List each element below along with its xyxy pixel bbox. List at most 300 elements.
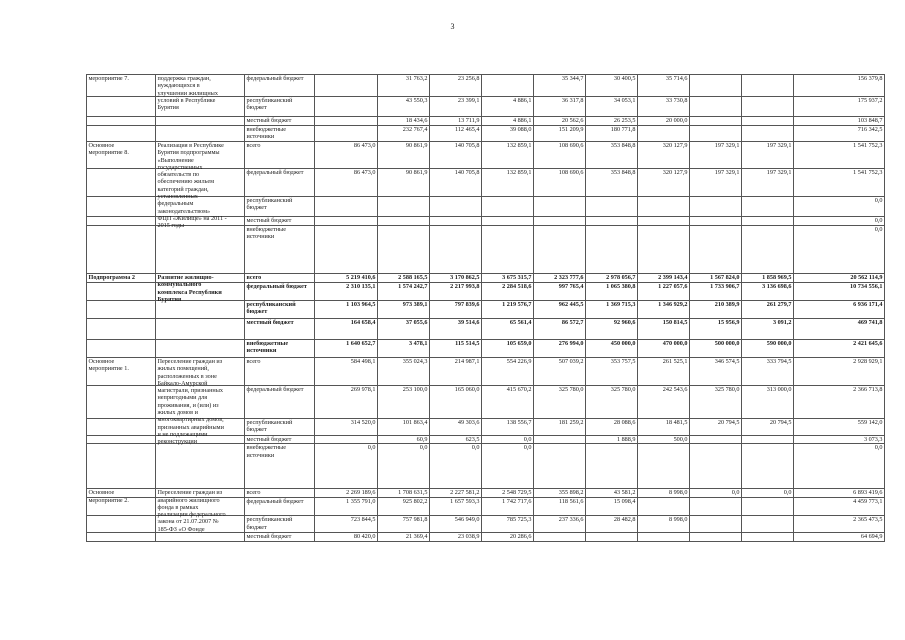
program-label-line: Основное xyxy=(88,358,115,365)
total-value-cell: 10 734 556,1 xyxy=(794,283,885,301)
year-value-cell xyxy=(430,217,482,226)
table-row xyxy=(87,444,885,489)
table-row xyxy=(87,358,885,386)
year-value-cell: 353 848,8 xyxy=(586,142,638,169)
year-value-cell xyxy=(742,226,794,274)
year-value-cell: 31 763,2 xyxy=(378,75,430,97)
year-value-cell xyxy=(690,126,742,142)
program-description-cell xyxy=(156,126,245,142)
program-description-line: обязательств по xyxy=(157,171,200,179)
year-value-cell: 1 346 929,2 xyxy=(638,301,690,319)
year-value-cell xyxy=(690,97,742,117)
year-value-cell xyxy=(315,97,378,117)
year-value-cell: 13 711,9 xyxy=(430,117,482,126)
year-value-cell xyxy=(742,97,794,117)
year-value-cell: 1 103 964,5 xyxy=(315,301,378,319)
year-value-cell: 1 733 906,7 xyxy=(690,283,742,301)
year-value-cell xyxy=(315,217,378,226)
year-value-cell xyxy=(315,226,378,274)
program-description-line: жилых помещений, xyxy=(157,365,209,373)
year-value-cell: 132 859,1 xyxy=(482,169,534,197)
year-value-cell xyxy=(742,516,794,533)
program-label-line: Основное xyxy=(88,142,115,149)
table-row xyxy=(87,489,885,498)
year-value-cell xyxy=(586,533,638,542)
funding-source-cell: республиканский бюджет xyxy=(245,97,315,117)
year-value-cell: 3 675 315,7 xyxy=(482,274,534,283)
year-value-cell xyxy=(690,217,742,226)
year-value-cell: 0,0 xyxy=(315,444,378,489)
program-label-line: Основное xyxy=(88,489,115,497)
year-value-cell: 1 219 576,7 xyxy=(482,301,534,319)
year-value-cell: 4 886,1 xyxy=(482,97,534,117)
program-description-line: Развитие жилищно- xyxy=(157,274,214,281)
year-value-cell: 105 659,0 xyxy=(482,340,534,358)
program-description-line: коммунального xyxy=(157,281,202,289)
funding-source-cell: федеральный бюджет xyxy=(245,283,315,301)
table-row xyxy=(87,274,885,283)
year-value-cell: 20 286,6 xyxy=(482,533,534,542)
program-description-cell xyxy=(156,274,245,303)
table-row xyxy=(87,533,885,542)
year-value-cell: 925 802,2 xyxy=(378,498,430,516)
year-value-cell: 325 780,0 xyxy=(534,386,586,419)
year-value-cell xyxy=(482,75,534,97)
table-row xyxy=(87,75,885,97)
program-label-cell xyxy=(87,142,156,169)
year-value-cell: 3 136 698,6 xyxy=(742,283,794,301)
year-value-cell xyxy=(690,197,742,217)
year-value-cell: 500 000,0 xyxy=(690,340,742,358)
program-label-cell xyxy=(87,75,156,97)
program-description-line: жилых домов и xyxy=(157,409,198,417)
year-value-cell: 36 317,8 xyxy=(534,97,586,117)
year-value-cell: 15 956,9 xyxy=(690,319,742,340)
program-description-cell xyxy=(156,226,245,274)
funding-source-cell: республиканский бюджет xyxy=(245,301,315,319)
year-value-cell: 8 998,0 xyxy=(638,489,690,498)
year-value-cell: 2 227 581,2 xyxy=(430,489,482,498)
year-value-cell: 86 572,7 xyxy=(534,319,586,340)
funding-source-cell: внебюджетные источники xyxy=(245,444,315,489)
program-description-line: категорий граждан, xyxy=(157,185,209,193)
year-value-cell: 0,0 xyxy=(482,444,534,489)
total-value-cell: 0,0 xyxy=(794,444,885,489)
program-description-cell xyxy=(156,489,245,533)
total-value-cell: 0,0 xyxy=(794,197,885,217)
year-value-cell xyxy=(638,498,690,516)
funding-source-cell: местный бюджет xyxy=(245,319,315,340)
program-label-line: мероприятие 2. xyxy=(88,496,129,504)
year-value-cell: 197 329,1 xyxy=(690,142,742,169)
program-description-line: «Выполнение xyxy=(157,156,194,164)
program-label-cell xyxy=(87,358,156,386)
year-value-cell xyxy=(690,436,742,444)
year-value-cell xyxy=(742,533,794,542)
year-value-cell: 3 478,1 xyxy=(378,340,430,358)
table-row xyxy=(87,126,885,142)
program-label-line: мероприятие 1. xyxy=(88,365,129,373)
year-value-cell: 797 839,6 xyxy=(430,301,482,319)
table-row xyxy=(87,301,885,319)
year-value-cell: 20 794,5 xyxy=(742,419,794,436)
year-value-cell xyxy=(638,226,690,274)
program-label-cell xyxy=(87,169,156,197)
year-value-cell xyxy=(690,498,742,516)
year-value-cell: 1 355 791,0 xyxy=(315,498,378,516)
funding-source-cell: республиканский бюджет xyxy=(245,419,315,436)
year-value-cell: 3 170 862,5 xyxy=(430,274,482,283)
funding-source-cell: федеральный бюджет xyxy=(245,386,315,419)
year-value-cell xyxy=(534,217,586,226)
program-description-cell xyxy=(156,533,245,542)
funding-source-cell: всего xyxy=(245,142,315,169)
year-value-cell: 210 389,9 xyxy=(690,301,742,319)
program-label-cell xyxy=(87,283,156,301)
year-value-cell: 65 561,4 xyxy=(482,319,534,340)
year-value-cell: 1 657 593,3 xyxy=(430,498,482,516)
year-value-cell: 757 981,8 xyxy=(378,516,430,533)
year-value-cell: 214 987,1 xyxy=(430,358,482,386)
year-value-cell: 1 574 242,7 xyxy=(378,283,430,301)
year-value-cell: 325 780,0 xyxy=(586,386,638,419)
program-label-cell xyxy=(87,217,156,226)
year-value-cell: 1 742 717,6 xyxy=(482,498,534,516)
year-value-cell: 2 217 993,8 xyxy=(430,283,482,301)
year-value-cell xyxy=(742,126,794,142)
year-value-cell: 20 562,6 xyxy=(534,117,586,126)
year-value-cell xyxy=(690,75,742,97)
program-description-cell xyxy=(156,117,245,126)
program-description-line: реконструкции xyxy=(157,438,198,446)
year-value-cell: 0,0 xyxy=(430,444,482,489)
program-label-cell xyxy=(87,97,156,117)
funding-source-cell: внебюджетные источники xyxy=(245,126,315,142)
year-value-cell: 92 960,6 xyxy=(586,319,638,340)
year-value-cell xyxy=(638,126,690,142)
year-value-cell xyxy=(378,197,430,217)
year-value-cell xyxy=(586,444,638,489)
total-value-cell: 175 937,2 xyxy=(794,97,885,117)
year-value-cell: 320 127,9 xyxy=(638,142,690,169)
funding-source-cell: всего xyxy=(245,489,315,498)
funding-source-cell: местный бюджет xyxy=(245,436,315,444)
year-value-cell: 5 219 410,6 xyxy=(315,274,378,283)
year-value-cell xyxy=(690,226,742,274)
funding-source-cell: местный бюджет xyxy=(245,533,315,542)
year-value-cell: 18 434,6 xyxy=(378,117,430,126)
year-value-cell: 15 098,4 xyxy=(586,498,638,516)
year-value-cell: 23 399,1 xyxy=(430,97,482,117)
total-value-cell: 469 741,8 xyxy=(794,319,885,340)
year-value-cell xyxy=(742,75,794,97)
year-value-cell: 21 369,4 xyxy=(378,533,430,542)
year-value-cell: 60,9 xyxy=(378,436,430,444)
year-value-cell xyxy=(315,126,378,142)
year-value-cell: 1 858 969,5 xyxy=(742,274,794,283)
total-value-cell: 3 073,3 xyxy=(794,436,885,444)
program-description-cell xyxy=(156,444,245,489)
year-value-cell xyxy=(378,217,430,226)
year-value-cell xyxy=(742,217,794,226)
year-value-cell: 353 757,5 xyxy=(586,358,638,386)
year-value-cell: 23 038,9 xyxy=(430,533,482,542)
year-value-cell: 0,0 xyxy=(378,444,430,489)
year-value-cell xyxy=(638,444,690,489)
year-value-cell: 33 730,8 xyxy=(638,97,690,117)
year-value-cell: 108 690,6 xyxy=(534,169,586,197)
year-value-cell: 140 705,8 xyxy=(430,169,482,197)
year-value-cell: 333 794,5 xyxy=(742,358,794,386)
funding-source-cell: внебюджетные источники xyxy=(245,340,315,358)
year-value-cell: 35 714,6 xyxy=(638,75,690,97)
program-description-line: реализации федерального xyxy=(157,511,226,519)
year-value-cell xyxy=(742,436,794,444)
budget-table xyxy=(86,74,885,542)
year-value-cell: 37 055,6 xyxy=(378,319,430,340)
year-value-cell xyxy=(638,217,690,226)
total-value-cell: 103 848,7 xyxy=(794,117,885,126)
year-value-cell: 313 000,0 xyxy=(742,386,794,419)
year-value-cell: 2 548 729,5 xyxy=(482,489,534,498)
year-value-cell: 115 514,5 xyxy=(430,340,482,358)
funding-source-cell: федеральный бюджет xyxy=(245,169,315,197)
year-value-cell: 261 525,1 xyxy=(638,358,690,386)
total-value-cell: 2 365 473,5 xyxy=(794,516,885,533)
year-value-cell xyxy=(482,197,534,217)
program-description-cell xyxy=(156,340,245,358)
funding-source-cell: всего xyxy=(245,274,315,283)
year-value-cell xyxy=(315,197,378,217)
year-value-cell: 150 814,5 xyxy=(638,319,690,340)
program-description-line: 185-ФЗ «О Фонде xyxy=(157,525,205,533)
year-value-cell: 237 336,6 xyxy=(534,516,586,533)
program-description-line: Реализация в Республике xyxy=(157,142,224,149)
total-value-cell: 156 379,8 xyxy=(794,75,885,97)
year-value-cell xyxy=(690,516,742,533)
year-value-cell: 18 481,5 xyxy=(638,419,690,436)
program-description-line: проживания, и (или) из xyxy=(157,401,219,409)
total-value-cell: 2 366 713,8 xyxy=(794,386,885,419)
table-row xyxy=(87,319,885,340)
program-description-line: закона от 21.07.2007 № xyxy=(157,518,219,526)
program-description-cell xyxy=(156,142,245,230)
program-description-line: признанных аварийными xyxy=(157,423,224,431)
year-value-cell: 197 329,1 xyxy=(690,169,742,197)
year-value-cell: 0,0 xyxy=(742,489,794,498)
year-value-cell: 253 100,0 xyxy=(378,386,430,419)
year-value-cell: 2 399 143,4 xyxy=(638,274,690,283)
year-value-cell: 1 708 631,5 xyxy=(378,489,430,498)
year-value-cell: 2 323 777,6 xyxy=(534,274,586,283)
year-value-cell: 43 550,3 xyxy=(378,97,430,117)
program-label-cell xyxy=(87,419,156,436)
year-value-cell: 108 690,6 xyxy=(534,142,586,169)
year-value-cell xyxy=(534,197,586,217)
program-description-line: нуждающихся в xyxy=(157,82,200,90)
year-value-cell: 3 091,2 xyxy=(742,319,794,340)
page-number: 3 xyxy=(450,22,455,31)
program-label-cell xyxy=(87,126,156,142)
program-label-line: мероприятие 8. xyxy=(88,149,129,157)
year-value-cell: 500,0 xyxy=(638,436,690,444)
program-label-cell xyxy=(87,226,156,274)
funding-source-cell: местный бюджет xyxy=(245,117,315,126)
year-value-cell xyxy=(534,533,586,542)
year-value-cell: 346 574,5 xyxy=(690,358,742,386)
year-value-cell xyxy=(378,226,430,274)
program-label-cell xyxy=(87,516,156,533)
year-value-cell: 415 670,2 xyxy=(482,386,534,419)
program-description-line: обеспечению жильем xyxy=(157,178,215,186)
year-value-cell: 118 561,6 xyxy=(534,498,586,516)
total-value-cell: 0,0 xyxy=(794,226,885,274)
year-value-cell: 20 000,0 xyxy=(638,117,690,126)
year-value-cell: 49 303,6 xyxy=(430,419,482,436)
year-value-cell: 353 848,8 xyxy=(586,169,638,197)
funding-source-cell: местный бюджет xyxy=(245,217,315,226)
program-description-cell xyxy=(156,319,245,340)
year-value-cell xyxy=(586,197,638,217)
program-description-line: Бурятия подпрограммы xyxy=(157,149,220,157)
year-value-cell xyxy=(430,197,482,217)
year-value-cell xyxy=(690,117,742,126)
year-value-cell: 101 863,4 xyxy=(378,419,430,436)
year-value-cell xyxy=(638,197,690,217)
program-label-cell xyxy=(87,301,156,319)
year-value-cell: 590 000,0 xyxy=(742,340,794,358)
total-value-cell: 716 342,5 xyxy=(794,126,885,142)
program-description-line: Бурятия xyxy=(157,104,179,112)
program-label-cell xyxy=(87,340,156,358)
year-value-cell: 86 473,0 xyxy=(315,142,378,169)
year-value-cell: 30 400,5 xyxy=(586,75,638,97)
year-value-cell: 1 888,9 xyxy=(586,436,638,444)
year-value-cell: 151 209,9 xyxy=(534,126,586,142)
program-description-line: Бурятия xyxy=(157,295,182,303)
year-value-cell: 34 053,1 xyxy=(586,97,638,117)
year-value-cell: 132 859,1 xyxy=(482,142,534,169)
year-value-cell: 470 000,0 xyxy=(638,340,690,358)
year-value-cell: 2 269 189,6 xyxy=(315,489,378,498)
program-description-line: Байкало-Амурской xyxy=(157,379,208,387)
year-value-cell xyxy=(482,217,534,226)
year-value-cell: 785 725,3 xyxy=(482,516,534,533)
program-description-line: непригодными для xyxy=(157,394,208,402)
total-value-cell: 4 459 773,1 xyxy=(794,498,885,516)
program-description-line: федеральным xyxy=(157,200,194,208)
program-description-line: многоквартирных домов, xyxy=(157,416,224,424)
year-value-cell: 232 767,4 xyxy=(378,126,430,142)
program-description-line: законодательством» xyxy=(157,207,211,215)
funding-source-cell: федеральный бюджет xyxy=(245,75,315,97)
program-label-cell xyxy=(87,436,156,444)
program-description-line: ФЦП «Жилище» на 2011 - xyxy=(157,214,227,222)
year-value-cell: 546 949,0 xyxy=(430,516,482,533)
program-description-line: комплекса Республики xyxy=(157,288,222,296)
program-description-cell xyxy=(156,75,245,112)
year-value-cell: 355 898,2 xyxy=(534,489,586,498)
year-value-cell: 138 556,7 xyxy=(482,419,534,436)
table-row xyxy=(87,226,885,274)
year-value-cell: 165 060,0 xyxy=(430,386,482,419)
year-value-cell xyxy=(534,444,586,489)
total-value-cell: 1 541 752,3 xyxy=(794,169,885,197)
total-value-cell: 2 421 645,6 xyxy=(794,340,885,358)
year-value-cell: 584 498,1 xyxy=(315,358,378,386)
year-value-cell: 112 465,4 xyxy=(430,126,482,142)
year-value-cell: 1 369 715,3 xyxy=(586,301,638,319)
program-description-line: аварийного жилищного xyxy=(157,496,220,504)
program-label-cell xyxy=(87,197,156,217)
year-value-cell: 623,5 xyxy=(430,436,482,444)
total-value-cell: 20 562 114,9 xyxy=(794,274,885,283)
year-value-cell xyxy=(690,444,742,489)
year-value-cell: 2 588 165,5 xyxy=(378,274,430,283)
year-value-cell: 80 420,0 xyxy=(315,533,378,542)
year-value-cell: 1 227 057,6 xyxy=(638,283,690,301)
year-value-cell: 261 279,7 xyxy=(742,301,794,319)
year-value-cell: 35 344,7 xyxy=(534,75,586,97)
program-description-cell xyxy=(156,358,245,446)
table-row xyxy=(87,142,885,169)
year-value-cell xyxy=(430,226,482,274)
year-value-cell: 26 253,5 xyxy=(586,117,638,126)
program-description-line: поддержка граждан, xyxy=(157,75,211,82)
year-value-cell xyxy=(742,197,794,217)
program-label-line: мероприятие 7. xyxy=(88,75,129,82)
program-label-cell xyxy=(87,386,156,419)
program-label-cell xyxy=(87,274,156,283)
funding-source-cell: республиканский бюджет xyxy=(245,197,315,217)
year-value-cell: 997 765,4 xyxy=(534,283,586,301)
year-value-cell: 325 780,0 xyxy=(690,386,742,419)
year-value-cell: 23 256,8 xyxy=(430,75,482,97)
total-value-cell: 0,0 xyxy=(794,217,885,226)
year-value-cell xyxy=(315,117,378,126)
year-value-cell: 197 329,1 xyxy=(742,142,794,169)
program-description-line: фонда в рамках xyxy=(157,503,199,511)
table-body xyxy=(87,75,885,542)
year-value-cell: 28 482,8 xyxy=(586,516,638,533)
year-value-cell xyxy=(534,226,586,274)
year-value-cell: 197 329,1 xyxy=(742,169,794,197)
funding-source-cell: всего xyxy=(245,358,315,386)
year-value-cell: 0,0 xyxy=(690,489,742,498)
program-label-cell xyxy=(87,319,156,340)
year-value-cell: 276 994,0 xyxy=(534,340,586,358)
year-value-cell: 39 088,0 xyxy=(482,126,534,142)
year-value-cell: 181 259,2 xyxy=(534,419,586,436)
program-label-cell xyxy=(87,117,156,126)
year-value-cell xyxy=(586,217,638,226)
year-value-cell: 8 998,0 xyxy=(638,516,690,533)
total-value-cell: 6 893 419,6 xyxy=(794,489,885,498)
year-value-cell: 164 658,4 xyxy=(315,319,378,340)
year-value-cell xyxy=(742,444,794,489)
year-value-cell: 1 640 652,7 xyxy=(315,340,378,358)
program-description-line: магистрали, признанных xyxy=(157,387,223,395)
year-value-cell: 355 024,3 xyxy=(378,358,430,386)
program-label-line: Подпрограмма 2 xyxy=(88,274,135,281)
year-value-cell xyxy=(742,117,794,126)
total-value-cell: 2 928 929,1 xyxy=(794,358,885,386)
table-row xyxy=(87,340,885,358)
program-description-line: государственных xyxy=(157,163,203,171)
program-label-cell xyxy=(87,533,156,542)
year-value-cell: 269 978,1 xyxy=(315,386,378,419)
year-value-cell xyxy=(690,533,742,542)
